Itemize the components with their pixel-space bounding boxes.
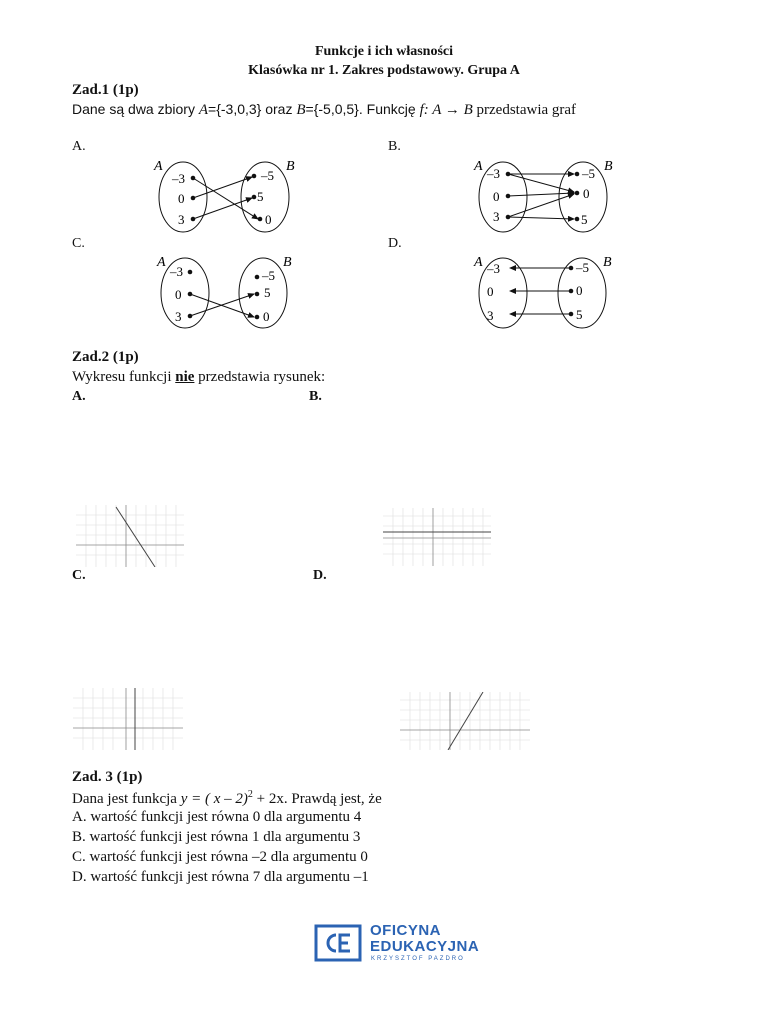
mapping-graph-d bbox=[470, 250, 620, 332]
function-symbol: f bbox=[419, 102, 424, 118]
plot-d bbox=[400, 692, 530, 750]
right-value: 0 bbox=[265, 212, 272, 227]
left-value: 3 bbox=[493, 209, 500, 224]
set-a-label: A bbox=[474, 255, 483, 270]
task3-heading: Zad. 3 (1p) bbox=[72, 769, 143, 785]
task3-intro bbox=[72, 789, 382, 808]
task2-option-b-label: B. bbox=[309, 389, 322, 404]
right-value: –5 bbox=[262, 268, 275, 283]
task1-text-part: ={-5,0,5}. Funkcję bbox=[305, 101, 420, 117]
task3-answer-a: A. wartość funkcji jest równa 0 dla argumentu 4 bbox=[72, 809, 362, 825]
task3-formula-exponent: 2 bbox=[247, 789, 253, 800]
task3-answer-c: C. wartość funkcji jest równa –2 dla argumentu 0 bbox=[72, 849, 368, 865]
task2-text-part: przedstawia rysunek: bbox=[194, 369, 326, 385]
mapping-graph-c bbox=[150, 250, 300, 332]
set-a-label: A bbox=[157, 255, 166, 270]
task2-option-d-label: D. bbox=[313, 568, 327, 583]
right-value: –5 bbox=[582, 166, 595, 181]
task1-text-part: ={-3,0,3} oraz bbox=[208, 101, 297, 117]
task3-answer-d: D. wartość funkcji jest równa 7 dla argumentu –1 bbox=[72, 869, 369, 885]
logo-line1: OFICYNA bbox=[370, 922, 441, 939]
right-value: 5 bbox=[264, 285, 271, 300]
task2-emphasis: nie bbox=[175, 369, 195, 385]
task3-intro-part: + 2x. Prawdą jest, że bbox=[252, 791, 382, 807]
oficyna-logo-icon bbox=[314, 924, 362, 962]
logo-line3: KRZYSZTOF PAZDRO bbox=[371, 956, 465, 962]
left-value: 3 bbox=[178, 212, 185, 227]
left-value: –3 bbox=[487, 166, 500, 181]
right-value: 5 bbox=[581, 212, 588, 227]
left-value: –3 bbox=[172, 171, 185, 186]
left-value: –3 bbox=[487, 261, 500, 276]
set-b-label: B bbox=[283, 255, 292, 270]
set-b-label: B bbox=[604, 159, 613, 174]
left-value: –3 bbox=[170, 264, 183, 279]
plot-c bbox=[73, 688, 183, 750]
set-b-label: B bbox=[603, 255, 612, 270]
task1-option-a-label: A. bbox=[72, 139, 86, 154]
plot-a bbox=[76, 505, 184, 567]
document-subtitle: Klasówka nr 1. Zakres podstawowy. Grupa A bbox=[248, 63, 520, 78]
right-value: –5 bbox=[576, 260, 589, 275]
task3-intro-part: Dana jest funkcja bbox=[72, 791, 181, 807]
task1-option-b-label: B. bbox=[388, 139, 401, 154]
logo-line2: EDUKACYJNA bbox=[370, 938, 480, 955]
right-value: 5 bbox=[257, 189, 264, 204]
right-value: 0 bbox=[583, 186, 590, 201]
right-value: 0 bbox=[263, 309, 270, 324]
task2-heading: Zad.2 (1p) bbox=[72, 349, 139, 365]
left-value: 0 bbox=[487, 284, 494, 299]
task2-option-c-label: C. bbox=[72, 568, 86, 583]
right-value: 0 bbox=[576, 283, 583, 298]
task1-option-c-label: C. bbox=[72, 236, 85, 251]
mapping-symbol: : A → B bbox=[423, 102, 473, 118]
task3-answer-b: B. wartość funkcji jest równa 1 dla argumentu 3 bbox=[72, 829, 361, 845]
left-value: 0 bbox=[178, 191, 185, 206]
task1-option-d-label: D. bbox=[388, 236, 402, 251]
task2-text bbox=[72, 369, 325, 386]
task1-heading: Zad.1 (1p) bbox=[72, 82, 139, 98]
task2-option-a-label: A. bbox=[72, 389, 86, 404]
set-a-label: A bbox=[154, 159, 163, 174]
task1-text bbox=[72, 101, 576, 119]
document-title: Funkcje i ich własności bbox=[314, 44, 454, 59]
mapping-graph-a bbox=[150, 152, 300, 234]
plot-b bbox=[383, 508, 491, 566]
set-a-label: A bbox=[474, 159, 483, 174]
mapping-graph-b bbox=[470, 152, 620, 234]
set-a-symbol: A bbox=[198, 102, 209, 118]
right-value: –5 bbox=[261, 168, 274, 183]
left-value: 3 bbox=[175, 309, 182, 324]
task1-text-part: przedstawia graf bbox=[472, 102, 577, 118]
task2-text-part: Wykresu funkcji bbox=[72, 369, 176, 385]
task3-formula: y = ( x – 2) bbox=[180, 791, 248, 807]
left-value: 3 bbox=[487, 308, 494, 323]
left-value: 0 bbox=[493, 189, 500, 204]
task1-text-part: Dane są dwa zbiory bbox=[72, 101, 199, 117]
set-b-label: B bbox=[286, 159, 295, 174]
right-value: 5 bbox=[576, 307, 583, 322]
set-b-symbol: B bbox=[296, 102, 306, 118]
left-value: 0 bbox=[175, 287, 182, 302]
